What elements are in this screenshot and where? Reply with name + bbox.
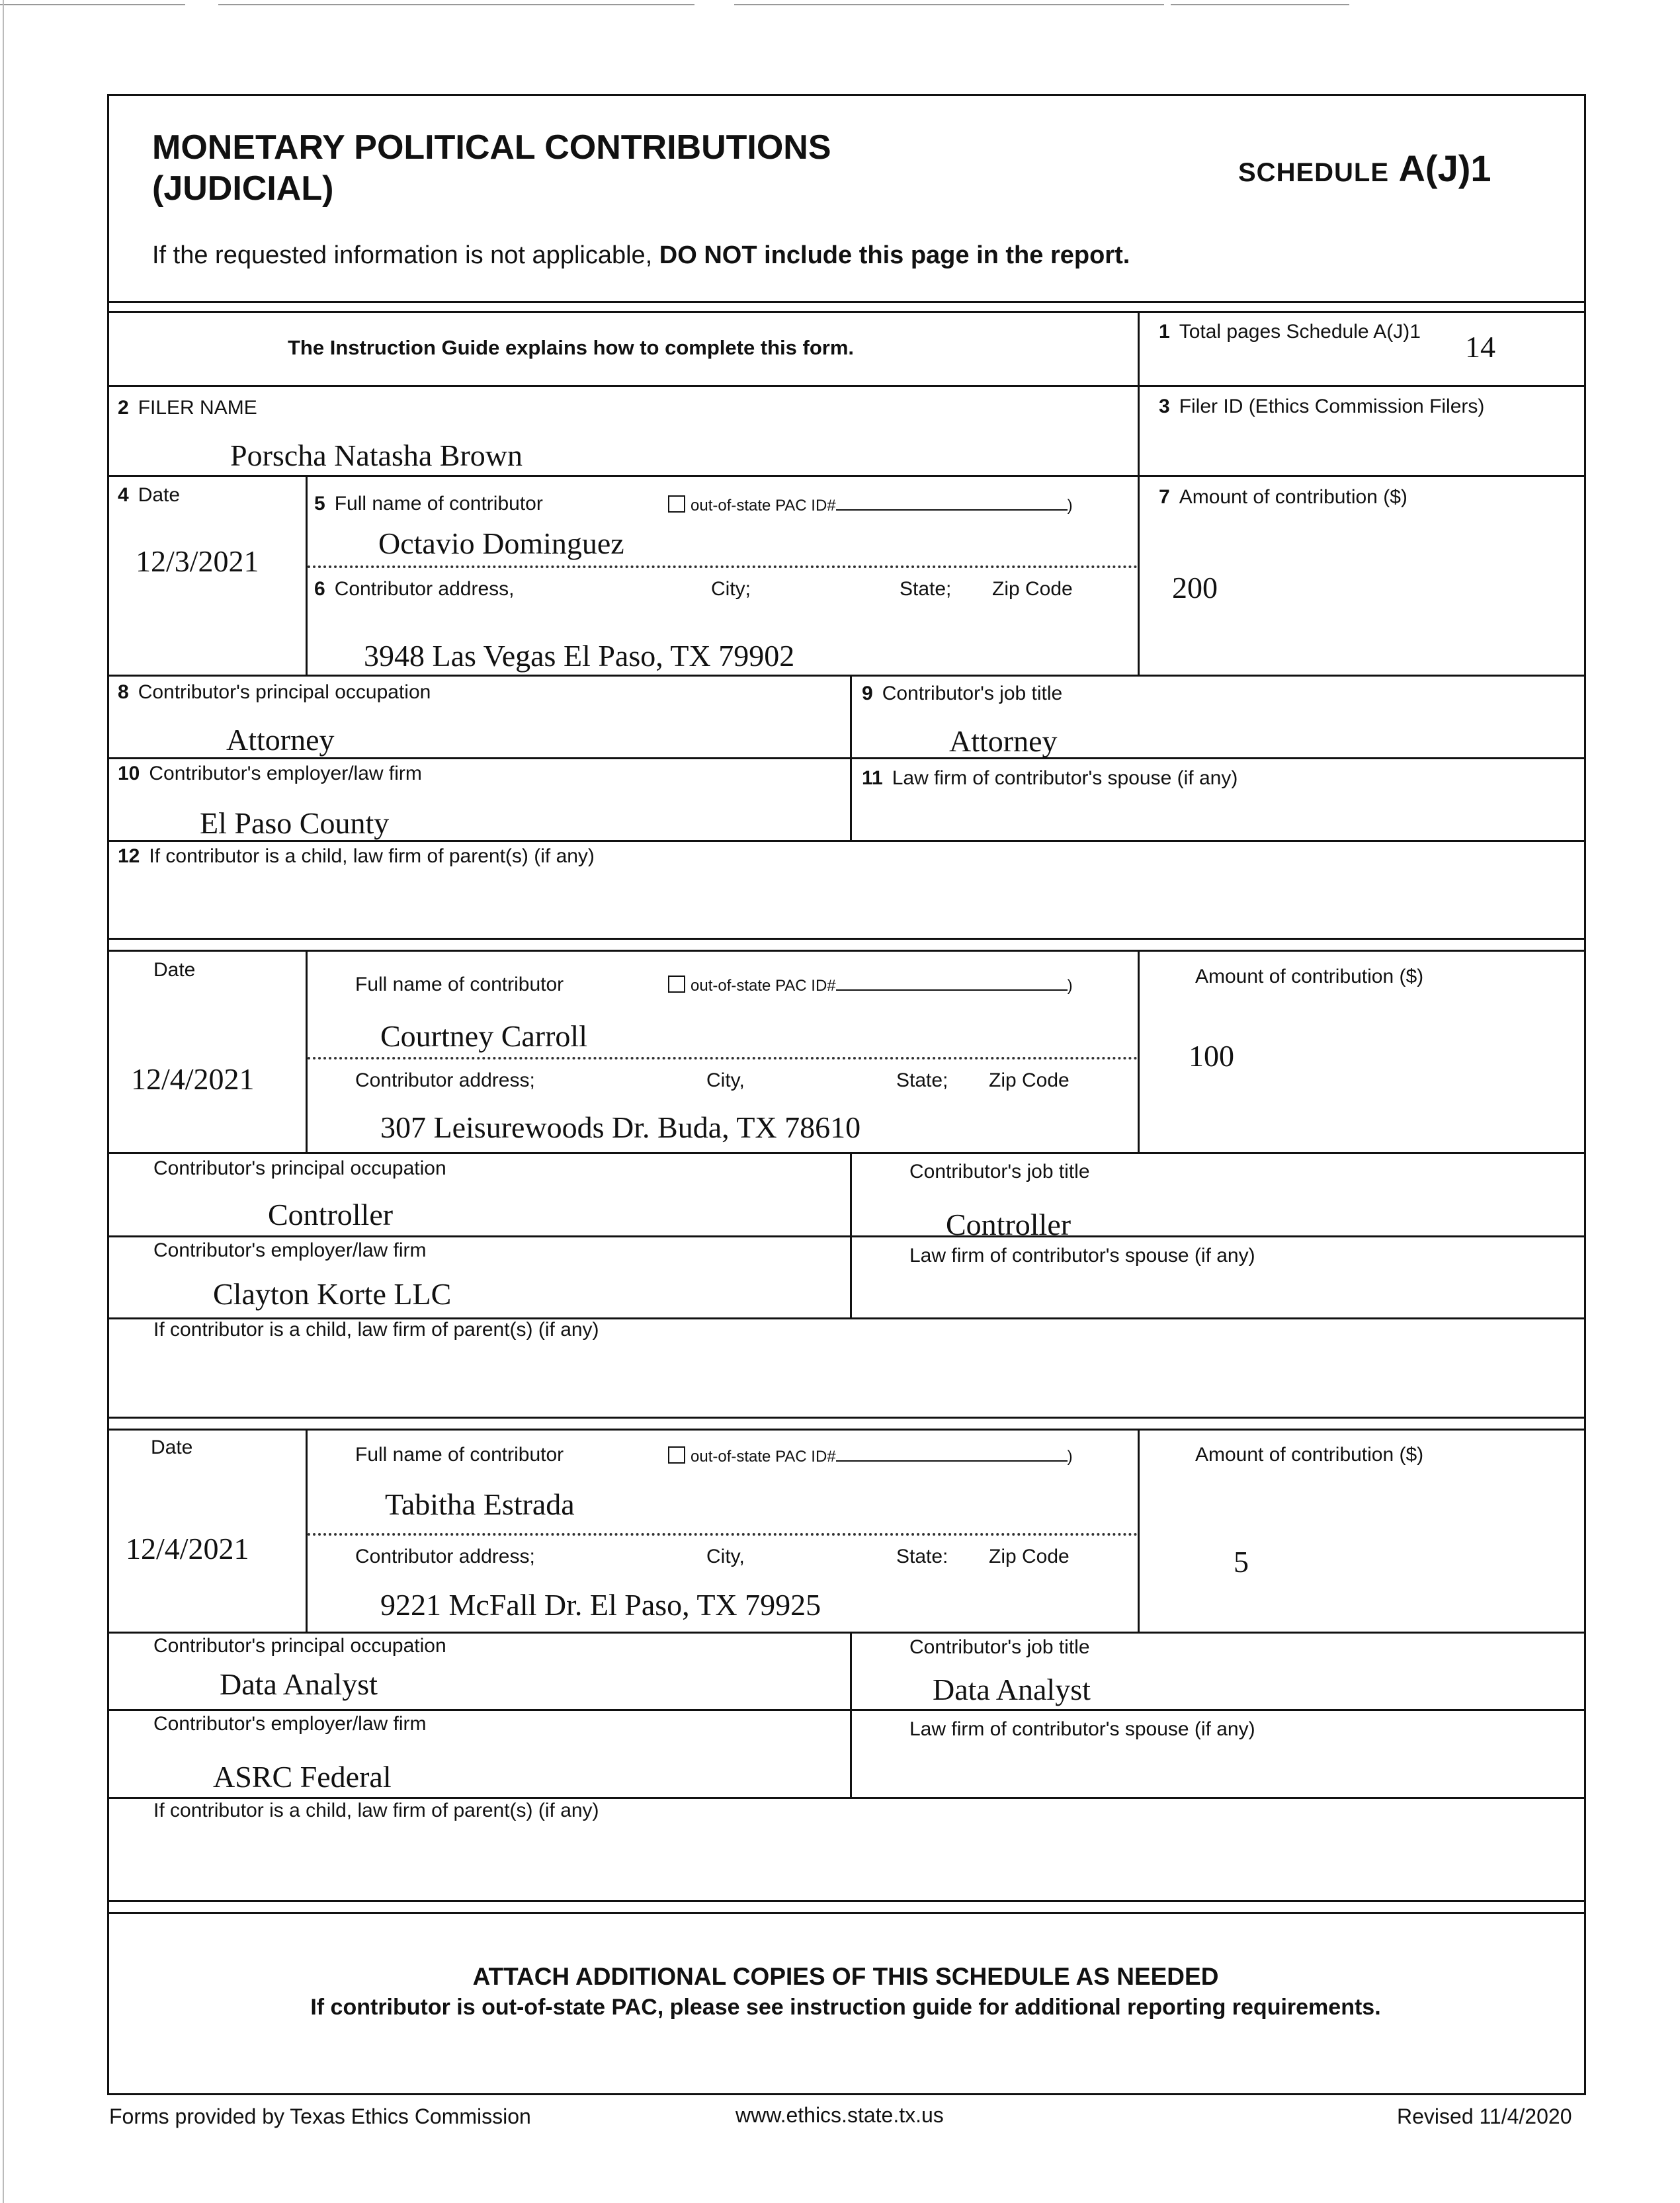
occupation-label: Contributor's principal occupation [153,1157,446,1179]
date-label: Date [153,959,196,981]
out-of-state-pac-checkbox[interactable] [668,495,685,513]
employer-value: El Paso County [200,806,390,840]
divider [306,950,308,1152]
employer-label: Contributor's employer/law firm [153,1713,427,1735]
divider [850,1152,852,1317]
scan-line [3,0,4,2203]
total-pages-value: 14 [1465,330,1495,364]
footer-website[interactable]: www.ethics.state.tx.us [735,2103,944,2127]
divider [107,1912,1584,1914]
total-pages-label: 1 Total pages Schedule A(J)1 [1159,321,1421,343]
name-dotted-line [308,1057,1138,1060]
pac-id-input[interactable] [836,1446,1068,1462]
divider [107,1417,1584,1419]
employer-label: 10 Contributor's employer/law firm [118,763,422,784]
address-label: Contributor address; [355,1069,535,1091]
divider [107,757,1584,759]
scan-line [218,4,694,5]
child-firm-label: If contributor is a child, law firm of parent(s) (if any) [153,1800,599,1821]
scan-line [734,4,1164,5]
occupation-value: Controller [268,1198,394,1231]
date-label: 4 Date [118,484,181,506]
full-name-label: Full name of contributor [355,974,564,995]
amount-label: 7 Amount of contribution ($) [1159,486,1407,508]
contributor-name-value: Tabitha Estrada [385,1487,575,1521]
job-title-value: Controller [946,1208,1071,1241]
address-value: 9221 McFall Dr. El Paso, TX 79925 [380,1588,821,1622]
divider [107,1797,1584,1799]
filer-name-value: Porscha Natasha Brown [230,438,523,472]
date-label: Date [151,1436,193,1458]
title-line-1: MONETARY POLITICAL CONTRIBUTIONS [152,128,831,167]
divider [306,475,308,675]
occupation-value: Attorney [226,723,335,757]
applicability-note: If the requested information is not applicable, DO NOT include this page in the report. [152,241,1130,269]
divider [107,950,1584,952]
divider [107,1429,1584,1431]
footer-provider: Forms provided by Texas Ethics Commission [109,2104,531,2128]
amount-value: 100 [1189,1039,1234,1073]
title-line-2: (JUDICIAL) [152,169,334,208]
divider [107,1152,1584,1154]
city-label: City, [706,1546,745,1567]
occupation-label: Contributor's principal occupation [153,1635,446,1657]
state-label: State: [896,1546,948,1567]
form-title [152,127,831,209]
job-title-label: Contributor's job title [909,1636,1090,1658]
amount-value: 200 [1172,571,1218,604]
divider [107,938,1584,940]
spouse-firm-label: 11 Law firm of contributor's spouse (if any) [862,767,1238,789]
amount-value: 5 [1234,1545,1249,1579]
form-frame [107,94,1586,2095]
do-not-include-note: DO NOT include this page in the report. [659,241,1130,269]
job-title-value: Attorney [949,724,1058,758]
address-label: Contributor address; [355,1546,535,1567]
address-value: 307 Leisurewoods Dr. Buda, TX 78610 [380,1110,861,1144]
amount-label: Amount of contribution ($) [1195,1444,1424,1466]
divider [1138,1429,1140,1632]
pac-id-input[interactable] [836,975,1068,991]
out-of-state-pac-field: out-of-state PAC ID# ) [668,975,1073,995]
job-title-label: 9 Contributor's job title [862,683,1063,704]
state-label: State; [896,1069,948,1091]
divider [107,385,1584,387]
date-value: 12/3/2021 [136,544,259,578]
out-of-state-pac-checkbox[interactable] [668,1446,685,1464]
employer-label: Contributor's employer/law firm [153,1239,427,1261]
address-value: 3948 Las Vegas El Paso, TX 79902 [364,639,795,673]
occupation-label: 8 Contributor's principal occupation [118,681,431,703]
spouse-firm-label: Law firm of contributor's spouse (if any) [909,1245,1255,1267]
divider [107,1900,1584,1902]
contributor-name-value: Octavio Dominguez [378,526,624,560]
filer-name-label: 2 FILER NAME [118,397,257,419]
divider [306,1429,308,1632]
state-label: State; [900,578,952,600]
employer-value: Clayton Korte LLC [213,1277,452,1311]
occupation-value: Data Analyst [220,1667,378,1701]
filer-id-label: 3 Filer ID (Ethics Commission Filers) [1159,395,1485,417]
schedule-code: A(J)1 [1398,147,1491,189]
name-dotted-line [308,1533,1138,1536]
schedule-id [1238,147,1491,190]
scan-line [1171,4,1349,5]
contributor-name-value: Courtney Carroll [380,1019,587,1053]
date-value: 12/4/2021 [126,1532,249,1565]
schedule-word: SCHEDULE [1238,158,1390,187]
divider [107,301,1584,303]
divider [107,1709,1584,1711]
divider [107,1235,1584,1237]
full-name-label: 5 Full name of contributor [314,493,543,515]
divider [107,675,1584,677]
address-label: 6 Contributor address, [314,578,515,600]
amount-label: Amount of contribution ($) [1195,966,1424,987]
zip-label: Zip Code [989,1546,1070,1567]
divider [850,1632,852,1797]
full-name-label: Full name of contributor [355,1444,564,1466]
city-label: City; [711,578,751,600]
name-dotted-line [308,565,1138,568]
pac-id-input[interactable] [836,495,1068,511]
out-of-state-pac-notice: If contributor is out-of-state PAC, please see instruction guide for additional reporting requirements. [310,1995,1381,2020]
child-firm-label: If contributor is a child, law firm of parent(s) (if any) [153,1319,599,1341]
job-title-value: Data Analyst [933,1673,1091,1706]
divider [107,1632,1584,1634]
divider [107,475,1584,477]
zip-label: Zip Code [989,1069,1070,1091]
out-of-state-pac-field: out-of-state PAC ID# ) [668,495,1073,515]
child-firm-label: 12 If contributor is a child, law firm of parent(s) (if any) [118,845,595,867]
out-of-state-pac-checkbox[interactable] [668,976,685,993]
divider [1138,311,1140,675]
divider [107,311,1584,313]
job-title-label: Contributor's job title [909,1161,1090,1183]
employer-value: ASRC Federal [213,1760,392,1794]
spouse-firm-label: Law firm of contributor's spouse (if any) [909,1718,1255,1740]
zip-label: Zip Code [992,578,1073,600]
footer-revised: Revised 11/4/2020 [1397,2104,1572,2128]
date-value: 12/4/2021 [131,1062,255,1096]
divider [107,840,1584,842]
instruction-text: The Instruction Guide explains how to complete this form. [288,336,855,359]
divider [1138,950,1140,1152]
attach-copies-notice: ATTACH ADDITIONAL COPIES OF THIS SCHEDULE AS NEEDED [472,1963,1219,1990]
out-of-state-pac-field: out-of-state PAC ID# ) [668,1446,1073,1466]
scan-line [0,4,185,5]
city-label: City, [706,1069,745,1091]
